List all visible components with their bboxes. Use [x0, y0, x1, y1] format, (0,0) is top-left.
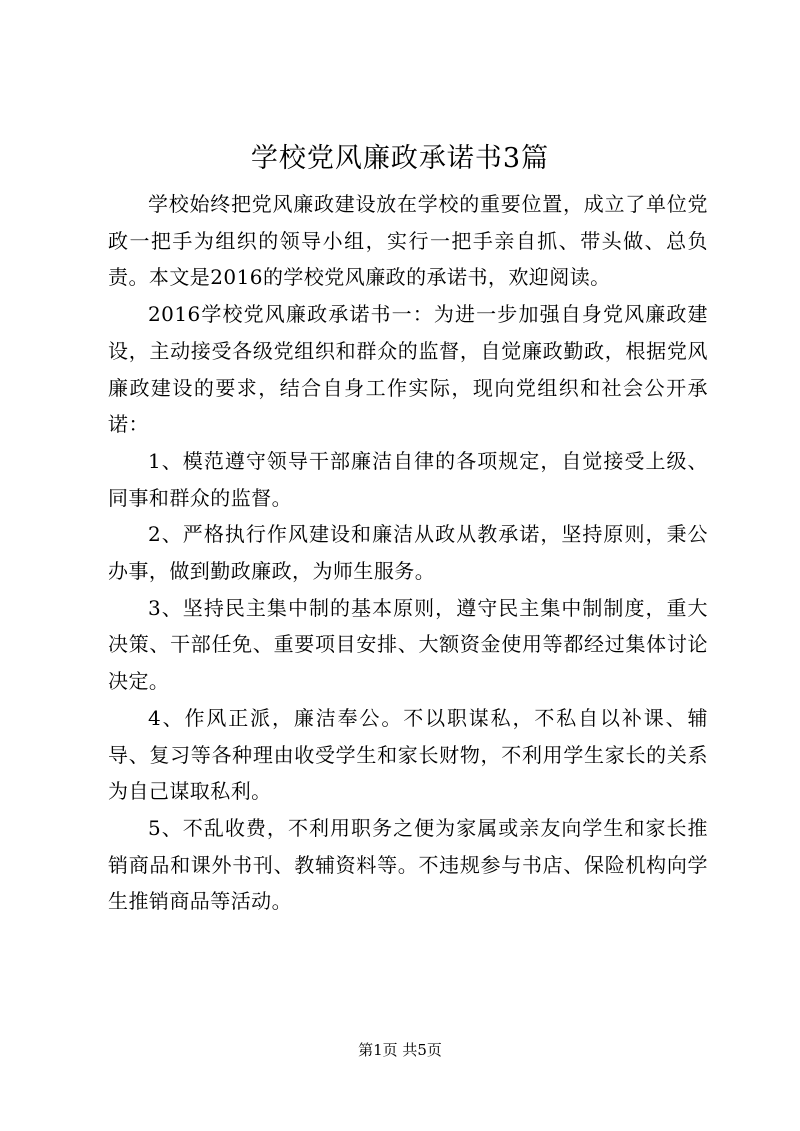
document-title: 学校党风廉政承诺书3篇 [250, 143, 550, 174]
document-body [108, 186, 708, 920]
paragraph-intro: 学校始终把党风廉政建设放在学校的重要位置，成立了单位党政一把手为组织的领导小组，实行一把手亲自抓、带头做、总负责。本文是2016的学校党风廉政的承诺书，欢迎阅读。 [108, 192, 708, 290]
paragraph-item-3: 3、坚持民主集中制的基本原则，遵守民主集中制制度，重大决策、干部任免、重要项目安排、大额资金使用等都经过集体讨论决定。 [108, 595, 708, 694]
paragraph-item-5: 5、不乱收费，不利用职务之便为家属或亲友向学生和家长推销商品和课外书刊、教辅资料等。不违规参与书店、保险机构向学生推销商品等活动。 [108, 815, 708, 914]
paragraph-item-4: 4、作风正派，廉洁奉公。不以职谋私，不私自以补课、辅导、复习等各种理由收受学生和家长财物，不利用学生家长的关系为自己谋取私利。 [108, 705, 708, 804]
paragraph-item-2: 2、严格执行作风建设和廉洁从政从教承诺，坚持原则，秉公办事，做到勤政廉政，为师生服务。 [108, 522, 708, 584]
paragraph-item-1: 1、模范遵守领导干部廉洁自律的各项规定，自觉接受上级、同事和群众的监督。 [108, 448, 708, 510]
page-number-footer: 第1页 共5页 [358, 1041, 442, 1059]
paragraph-commitment-intro: 2016学校党风廉政承诺书一：为进一步加强自身党风廉政建设，主动接受各级党组织和群众的监督，自觉廉政勤政，根据党风廉政建设的要求，结合自身工作实际，现向党组织和社会公开承诺： [108, 302, 708, 437]
